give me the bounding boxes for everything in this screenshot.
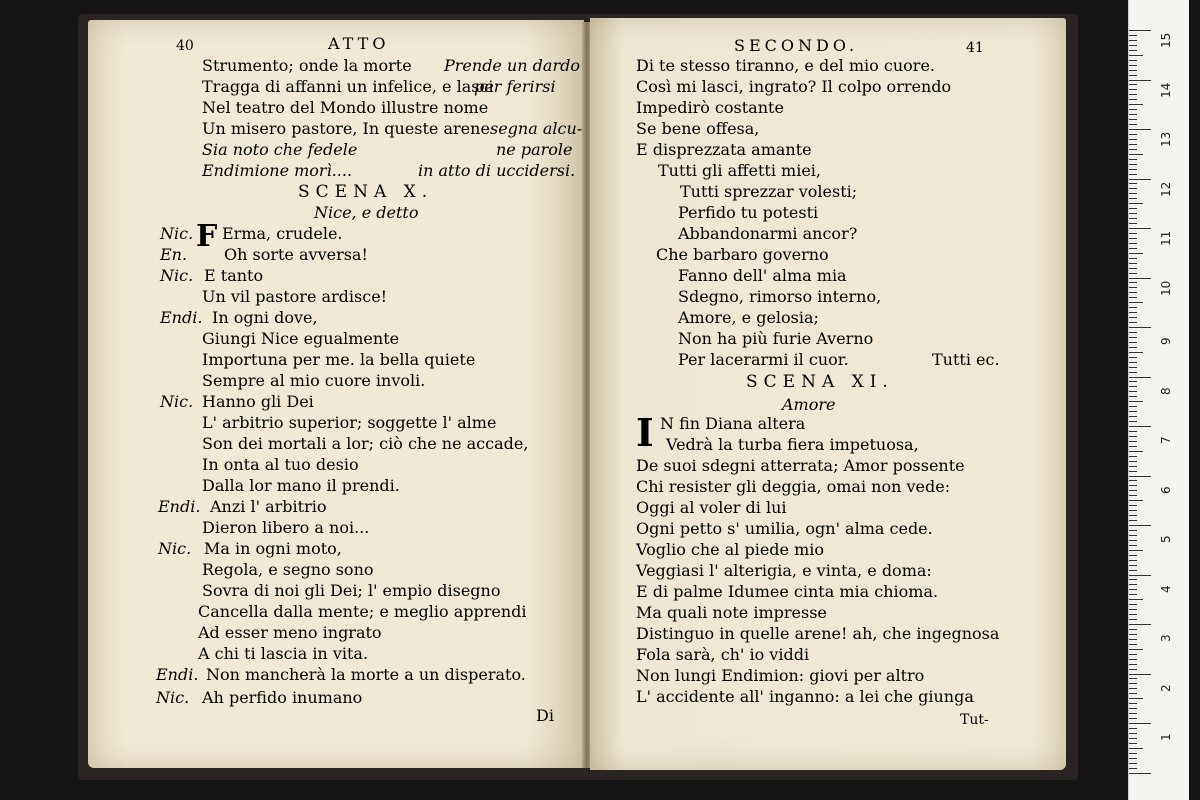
- catchword: Di: [536, 706, 554, 725]
- dialogue-line: In onta al tuo desio: [202, 455, 359, 474]
- stage-direction: Prende un dardo: [444, 56, 580, 75]
- ruler-tick: [1129, 188, 1137, 189]
- ruler-tick: [1129, 352, 1143, 353]
- ruler-tick: [1129, 70, 1137, 71]
- ruler-tick: [1129, 634, 1137, 635]
- ruler-tick: [1129, 278, 1151, 279]
- ruler-label: 13: [1159, 131, 1173, 147]
- verse-line: Perfido tu potesti: [678, 203, 819, 222]
- drop-cap: I: [636, 410, 654, 455]
- drop-cap: F: [196, 219, 218, 254]
- speaker: Nic.: [158, 539, 192, 558]
- dialogue-line: Cancella dalla mente; e meglio apprendi: [198, 602, 527, 621]
- ruler-tick: [1129, 451, 1143, 452]
- ruler-tick: [1129, 94, 1137, 95]
- dialogue-line: Anzi l' arbitrio: [210, 497, 327, 516]
- speaker: Nic.: [156, 688, 190, 707]
- dialogue-line: Son dei mortali a lor; ciò che ne accade,: [202, 434, 529, 453]
- ruler-tick: [1129, 317, 1137, 318]
- verse-line: E di palme Idumee cinta mia chioma.: [636, 582, 939, 601]
- ruler-tick: [1129, 327, 1151, 328]
- verse-line: Fanno dell' alma mia: [678, 266, 847, 285]
- ruler-tick: [1129, 426, 1151, 427]
- speaker: Nic.: [160, 392, 194, 411]
- ruler-tick: [1129, 114, 1137, 115]
- dialogue-line: Ma in ogni moto,: [204, 539, 342, 558]
- ruler-tick: [1129, 649, 1143, 650]
- verse-line: Ogni petto s' umilia, ogn' alma cede.: [636, 519, 933, 538]
- scene-subtitle: Nice, e detto: [314, 203, 419, 222]
- ruler-tick: [1129, 218, 1137, 219]
- ruler-tick: [1129, 644, 1137, 645]
- dialogue-line: Ah perfido inumano: [202, 688, 363, 707]
- ruler-tick: [1129, 35, 1137, 36]
- dialogue-line: Giungi Nice egualmente: [202, 329, 400, 348]
- ruler-label: 2: [1159, 683, 1173, 692]
- measurement-ruler: [1128, 0, 1189, 800]
- ruler-tick: [1129, 40, 1137, 41]
- ruler-tick: [1129, 520, 1137, 521]
- ruler-tick: [1129, 441, 1137, 442]
- ruler-tick: [1129, 698, 1143, 699]
- ruler-tick: [1129, 193, 1137, 194]
- ruler-tick: [1129, 337, 1137, 338]
- ruler-tick: [1129, 768, 1137, 769]
- ruler-tick: [1129, 683, 1137, 684]
- ruler-tick: [1129, 238, 1137, 239]
- ruler-tick: [1129, 461, 1137, 462]
- ruler-tick: [1129, 674, 1151, 675]
- ruler-tick: [1129, 555, 1137, 556]
- verse-line: Per lacerarmi il cuor.: [678, 350, 849, 369]
- ruler-tick: [1129, 253, 1143, 254]
- ruler-tick: [1129, 119, 1137, 120]
- ruler-label: 14: [1159, 82, 1173, 98]
- ruler-tick: [1129, 84, 1137, 85]
- ruler-tick: [1129, 515, 1137, 516]
- tutti-note: Tutti ec.: [932, 350, 1000, 369]
- stage-direction: ne parole: [496, 140, 573, 159]
- verse-line: Così mi lasci, ingrato? Il colpo orrendo: [636, 77, 952, 96]
- ruler-tick: [1129, 599, 1143, 600]
- ruler-tick: [1129, 332, 1137, 333]
- ruler-tick: [1129, 748, 1143, 749]
- ruler-tick: [1129, 159, 1137, 160]
- ruler-tick: [1129, 708, 1137, 709]
- ruler-tick: [1129, 773, 1151, 774]
- ruler-tick: [1129, 154, 1143, 155]
- verse-line: Nel teatro del Mondo illustre nome: [202, 98, 489, 117]
- speaker: Nic.: [160, 266, 194, 285]
- ruler-tick: [1129, 55, 1143, 56]
- ruler-tick: [1129, 179, 1151, 180]
- left-page-number: 40: [176, 38, 194, 54]
- ruler-tick: [1129, 495, 1137, 496]
- ruler-tick: [1129, 688, 1137, 689]
- ruler-tick: [1129, 421, 1137, 422]
- verse-line: Se bene offesa,: [636, 119, 760, 138]
- ruler-label: 9: [1159, 337, 1173, 345]
- dialogue-line: E tanto: [204, 266, 264, 285]
- verse-line: Tutti gli affetti miei,: [658, 161, 821, 180]
- ruler-tick: [1129, 268, 1137, 269]
- stage-direction: segna alcu-: [490, 119, 583, 138]
- ruler-tick: [1129, 307, 1137, 308]
- dialogue-line: Erma, crudele.: [222, 224, 343, 243]
- verse-line: De suoi sdegni atterrata; Amor possente: [636, 456, 965, 475]
- ruler-tick: [1129, 139, 1137, 140]
- ruler-tick: [1129, 99, 1137, 100]
- dialogue-line: Un vil pastore ardisce!: [202, 287, 388, 306]
- ruler-tick: [1129, 416, 1137, 417]
- ruler-tick: [1129, 713, 1137, 714]
- ruler-tick: [1129, 367, 1137, 368]
- ruler-label: 10: [1159, 280, 1173, 296]
- ruler-tick: [1129, 505, 1137, 506]
- dialogue-line: In ogni dove,: [212, 308, 318, 327]
- ruler-tick: [1129, 134, 1137, 135]
- ruler-tick: [1129, 273, 1137, 274]
- ruler-tick: [1129, 614, 1137, 615]
- dialogue-line: L' arbitrio superior; soggette l' alme: [202, 413, 497, 432]
- ruler-label: 4: [1159, 584, 1173, 593]
- right-page-header: SECONDO.: [734, 36, 859, 55]
- verse-line: Tragga di affanni un infelice, e lasci: [202, 77, 494, 96]
- right-page-number: 41: [966, 40, 984, 56]
- ruler-label: 7: [1159, 436, 1173, 444]
- ruler-tick: [1129, 372, 1137, 373]
- ruler-tick: [1129, 302, 1143, 303]
- ruler-tick: [1129, 584, 1137, 585]
- ruler-tick: [1129, 471, 1137, 472]
- ruler-tick: [1129, 233, 1137, 234]
- verse-line: E disprezzata amante: [636, 140, 812, 159]
- ruler-tick: [1129, 312, 1137, 313]
- ruler-tick: [1129, 208, 1137, 209]
- verse-line: Abbandonarmi ancor?: [678, 224, 858, 243]
- ruler-tick: [1129, 223, 1137, 224]
- speaker: Endi.: [160, 308, 203, 327]
- ruler-tick: [1129, 431, 1137, 432]
- ruler-tick: [1129, 248, 1137, 249]
- speaker: Endi.: [156, 665, 199, 684]
- verse-line: Distinguo in quelle arene! ah, che ingegnosa: [636, 624, 1000, 643]
- ruler-tick: [1129, 401, 1143, 402]
- ruler-tick: [1129, 377, 1151, 378]
- ruler-tick: [1129, 664, 1137, 665]
- ruler-tick: [1129, 510, 1137, 511]
- verse-line: Vedrà la turba fiera impetuosa,: [666, 435, 919, 454]
- dialogue-line: Importuna per me. la bella quiete: [202, 350, 476, 369]
- ruler-tick: [1129, 703, 1137, 704]
- ruler-tick: [1129, 629, 1137, 630]
- ruler-tick: [1129, 550, 1143, 551]
- ruler-tick: [1129, 292, 1137, 293]
- dialogue-line: Sovra di noi gli Dei; l' empio disegno: [202, 581, 501, 600]
- ruler-tick: [1129, 485, 1137, 486]
- ruler-tick: [1129, 30, 1151, 31]
- ruler-tick: [1129, 753, 1137, 754]
- ruler-tick: [1129, 149, 1137, 150]
- ruler-tick: [1129, 743, 1137, 744]
- ruler-tick: [1129, 570, 1137, 571]
- ruler-tick: [1129, 183, 1137, 184]
- ruler-tick: [1129, 560, 1137, 561]
- verse-line: Di te stesso tiranno, e del mio cuore.: [636, 56, 935, 75]
- ruler-tick: [1129, 203, 1143, 204]
- ruler-label: 5: [1159, 535, 1173, 543]
- ruler-tick: [1129, 287, 1137, 288]
- scene-subtitle: Amore: [782, 395, 836, 414]
- dialogue-line: Sempre al mio cuore involi.: [202, 371, 426, 390]
- ruler-tick: [1129, 411, 1137, 412]
- verse-line: Un misero pastore, In queste arene: [202, 119, 490, 138]
- ruler-tick: [1129, 169, 1137, 170]
- verse-line: Non ha più furie Averno: [678, 329, 874, 348]
- ruler-tick: [1129, 282, 1137, 283]
- dialogue-line: Non mancherà la morte a un disperato.: [206, 665, 526, 684]
- ruler-tick: [1129, 164, 1137, 165]
- ruler-tick: [1129, 738, 1137, 739]
- ruler-tick: [1129, 619, 1137, 620]
- ruler-tick: [1129, 565, 1137, 566]
- ruler-tick: [1129, 243, 1137, 244]
- verse-line: Veggiasi l' alterigia, e vinta, e doma:: [636, 561, 932, 580]
- ruler-tick: [1129, 579, 1137, 580]
- ruler-tick: [1129, 75, 1137, 76]
- ruler-tick: [1129, 80, 1151, 81]
- ruler-tick: [1129, 530, 1137, 531]
- scene-title: SCENA XI.: [746, 372, 894, 392]
- dialogue-line: Dieron libero a noi...: [202, 518, 370, 537]
- ruler-tick: [1129, 357, 1137, 358]
- ruler-tick: [1129, 322, 1137, 323]
- verse-line: Endimione morì....: [202, 161, 353, 180]
- ruler-tick: [1129, 386, 1137, 387]
- verse-line: Tutti sprezzar volesti;: [680, 182, 858, 201]
- ruler-tick: [1129, 654, 1137, 655]
- verse-line: Oggi al voler di lui: [636, 498, 787, 517]
- stage-direction: per ferirsi: [474, 77, 556, 96]
- dialogue-line: Dalla lor mano il prendi.: [202, 476, 400, 495]
- verse-line: Fola sarà, ch' io viddi: [636, 645, 810, 664]
- ruler-tick: [1129, 50, 1137, 51]
- dialogue-line: Regola, e segno sono: [202, 560, 374, 579]
- stage-direction: in atto di uccidersi.: [418, 161, 576, 180]
- ruler-tick: [1129, 490, 1137, 491]
- ruler-tick: [1129, 678, 1137, 679]
- ruler-tick: [1129, 65, 1137, 66]
- ruler-tick: [1129, 763, 1137, 764]
- ruler-label: 1: [1159, 733, 1173, 741]
- ruler-tick: [1129, 500, 1143, 501]
- dialogue-line: A chi ti lascia in vita.: [198, 644, 369, 663]
- speaker: Nic.: [160, 224, 194, 243]
- ruler-tick: [1129, 391, 1137, 392]
- ruler-label: 6: [1159, 485, 1173, 494]
- verse-line: Impedirò costante: [636, 98, 784, 117]
- ruler-tick: [1129, 718, 1137, 719]
- ruler-tick: [1129, 213, 1137, 214]
- dialogue-line: Oh sorte avversa!: [224, 245, 368, 264]
- ruler-tick: [1129, 639, 1137, 640]
- verse-line: N fin Diana altera: [660, 414, 806, 433]
- ruler-tick: [1129, 381, 1137, 382]
- ruler-tick: [1129, 396, 1137, 397]
- ruler-tick: [1129, 263, 1137, 264]
- ruler-tick: [1129, 198, 1137, 199]
- speaker: En.: [160, 245, 188, 264]
- ruler-tick: [1129, 545, 1137, 546]
- ruler-tick: [1129, 89, 1137, 90]
- ruler-tick: [1129, 446, 1137, 447]
- ruler-tick: [1129, 362, 1137, 363]
- ruler-tick: [1129, 228, 1151, 229]
- verse-line: Ma quali note impresse: [636, 603, 827, 622]
- verse-line: Sia noto che fedele: [202, 140, 358, 159]
- ruler-tick: [1129, 624, 1151, 625]
- verse-line: Che barbaro governo: [656, 245, 829, 264]
- ruler-label: 15: [1159, 32, 1173, 48]
- ruler-label: 12: [1159, 181, 1173, 197]
- ruler-tick: [1129, 525, 1151, 526]
- ruler-tick: [1129, 575, 1151, 576]
- ruler-tick: [1129, 466, 1137, 467]
- verse-line: Sdegno, rimorso interno,: [678, 287, 882, 306]
- ruler-tick: [1129, 693, 1137, 694]
- verse-line: Non lungi Endimion: giovi per altro: [636, 666, 925, 685]
- ruler-tick: [1129, 406, 1137, 407]
- ruler-tick: [1129, 109, 1137, 110]
- ruler-tick: [1129, 476, 1151, 477]
- ruler-tick: [1129, 604, 1137, 605]
- ruler-tick: [1129, 456, 1137, 457]
- ruler-tick: [1129, 297, 1137, 298]
- ruler-tick: [1129, 104, 1143, 105]
- ruler-tick: [1129, 436, 1137, 437]
- ruler-tick: [1129, 733, 1137, 734]
- speaker: Endi.: [158, 497, 201, 516]
- ruler-tick: [1129, 758, 1137, 759]
- ruler-tick: [1129, 728, 1137, 729]
- ruler-tick: [1129, 129, 1151, 130]
- ruler-tick: [1129, 124, 1137, 125]
- ruler-tick: [1129, 589, 1137, 590]
- ruler-tick: [1129, 659, 1137, 660]
- ruler-tick: [1129, 258, 1137, 259]
- verse-line: Chi resister gli deggia, omai non vede:: [636, 477, 951, 496]
- verse-line: Amore, e gelosia;: [678, 308, 819, 327]
- left-page-header: ATTO: [328, 34, 390, 53]
- ruler-tick: [1129, 723, 1151, 724]
- ruler-tick: [1129, 347, 1137, 348]
- ruler-label: 11: [1159, 230, 1173, 246]
- ruler-tick: [1129, 535, 1137, 536]
- ruler-tick: [1129, 669, 1137, 670]
- ruler-tick: [1129, 60, 1137, 61]
- ruler-label: 3: [1159, 634, 1173, 642]
- ruler-tick: [1129, 45, 1137, 46]
- ruler-tick: [1129, 342, 1137, 343]
- verse-line: Strumento; onde la morte: [202, 56, 412, 75]
- ruler-label: 8: [1159, 386, 1173, 395]
- scene-title: SCENA X.: [298, 182, 434, 202]
- ruler-tick: [1129, 144, 1137, 145]
- dialogue-line: Hanno gli Dei: [202, 392, 314, 411]
- ruler-tick: [1129, 174, 1137, 175]
- catchword: Tut-: [960, 712, 989, 728]
- verse-line: L' accidente all' inganno: a lei che giunga: [636, 687, 974, 706]
- ruler-tick: [1129, 594, 1137, 595]
- ruler-tick: [1129, 540, 1137, 541]
- ruler-tick: [1129, 480, 1137, 481]
- dialogue-line: Ad esser meno ingrato: [198, 623, 382, 642]
- verse-line: Voglio che al piede mio: [636, 540, 825, 559]
- ruler-tick: [1129, 609, 1137, 610]
